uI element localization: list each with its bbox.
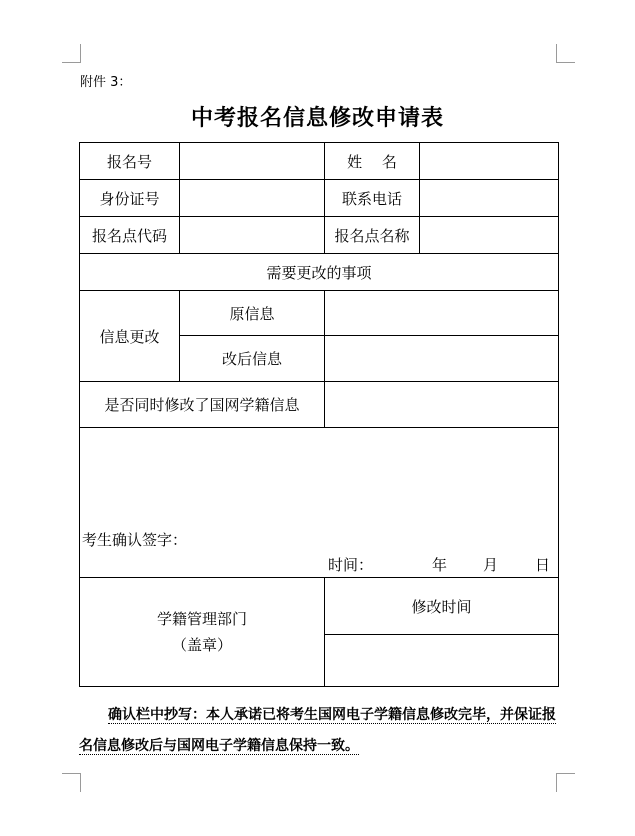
name-label: 姓 名 (325, 143, 420, 180)
changed-info-label: 改后信息 (180, 336, 325, 382)
corner-mark-top-right (556, 44, 575, 63)
id-label: 身份证号 (80, 180, 180, 217)
seal-label: （盖章） (171, 636, 232, 654)
site-name-field[interactable] (420, 217, 559, 254)
changed-info-field[interactable] (325, 336, 559, 382)
site-code-label: 报名点代码 (80, 217, 180, 254)
dept-seal-cell[interactable] (80, 578, 325, 687)
dept-label: 学籍管理部门 (156, 610, 247, 628)
modify-time-field[interactable] (325, 635, 559, 687)
sync-label: 是否同时修改了国网学籍信息 (80, 382, 325, 428)
commitment-text: 确认栏中抄写：本人承诺已将考生国网电子学籍信息修改完毕，并保证报名信息修改后与国网电子学籍信息保持一致。 (79, 707, 556, 754)
sync-field[interactable] (325, 382, 559, 428)
name-field[interactable] (420, 143, 559, 180)
time-label: 时间： (328, 556, 374, 574)
confirm-signature-area[interactable] (80, 428, 559, 578)
year-label: 年 (432, 556, 448, 574)
items-header: 需要更改的事项 (80, 254, 559, 291)
id-field[interactable] (180, 180, 325, 217)
reg-no-label: 报名号 (80, 143, 180, 180)
info-change-label: 信息更改 (80, 291, 180, 382)
phone-field[interactable] (420, 180, 559, 217)
site-name-label: 报名点名称 (325, 217, 420, 254)
corner-mark-bottom-right (556, 773, 575, 792)
phone-label: 联系电话 (325, 180, 420, 217)
application-form-table (79, 142, 559, 687)
original-info-label: 原信息 (180, 291, 325, 336)
page-title: 中考报名信息修改申请表 (190, 105, 444, 131)
commitment-note (79, 700, 559, 762)
original-info-field[interactable] (325, 291, 559, 336)
attachment-label: 附件 3： (80, 75, 132, 90)
reg-no-field[interactable] (180, 143, 325, 180)
month-label: 月 (483, 556, 499, 574)
modify-time-label: 修改时间 (325, 578, 559, 635)
corner-mark-top-left (62, 44, 81, 63)
corner-mark-bottom-left (62, 773, 81, 792)
confirm-label: 考生确认签字： (82, 531, 188, 549)
day-label: 日 (535, 556, 551, 574)
site-code-field[interactable] (180, 217, 325, 254)
